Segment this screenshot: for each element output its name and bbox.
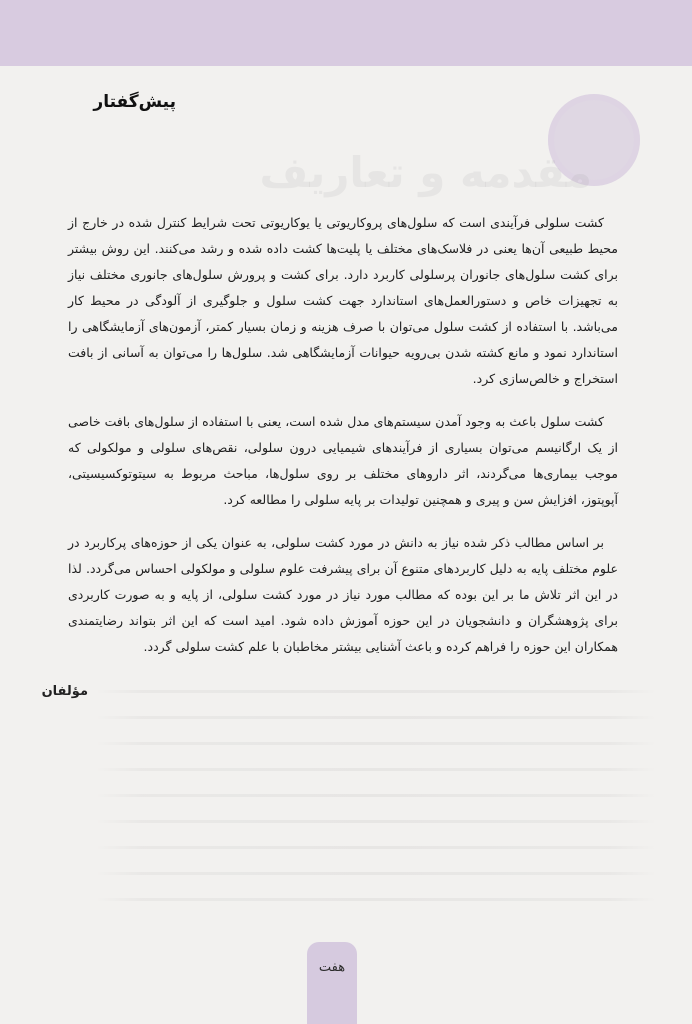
bleed-line: [96, 820, 656, 823]
paragraph-1: کشت سلولی فرآیندی است که سلول‌های پروکاریوتی یا یوکاریوتی تحت شرایط کنترل شده در خارج از محیط طبیعی آن‌ها یعنی در فلاسک‌های مختلف یا پلیت‌ها کشت داده شده و رشد می‌کنند. این روش بیشتر برای کشت سلول‌های جانوران پرسلولی کاربرد دارد. برای کشت و پرورش سلول‌های جانوری مختلف نیاز به تجهیزات خاص و دستورالعمل‌های استاندارد جهت کشت سلول و جلوگیری از آلودگی در محیط کار می‌باشد. با استفاده از کشت سلول می‌توان با صرف هزینه و زمان بسیار کمتر، آزمون‌های آزمایشگاهی را استاندارد نمود و مانع کشته شدن بی‌رویه حیوانات آزمایشگاهی شد. سلول‌ها را می‌توان به آسانی از بافت استخراج و خالص‌سازی کرد.: [68, 215, 618, 386]
top-color-band: [0, 0, 692, 66]
bleed-through-watermark-title: مقدمه و تعاریف: [259, 148, 592, 197]
bleed-line: [96, 846, 656, 849]
bleed-line: [96, 898, 656, 901]
bleed-line: [96, 768, 656, 771]
bleed-line: [96, 716, 656, 719]
paragraph-2: کشت سلول باعث به وجود آمدن سیستم‌های مدل شده است، یعنی با استفاده از سلول‌های بافت خاصی از یک ارگانیسم می‌توان بسیاری از فرآیندهای شیمیایی درون سلولی، نقص‌های سلولی و مولکولی که موجب بیماری‌ها می‌گردند، اثر داروهای مختلف بر روی سلول‌ها، مباحث مربوط به سیتوتوکسیسیتی، آپوپتوز، افزایش سن و پیری و همچنین تولیدات بر پایه سلولی را مطالعه کرد.: [68, 414, 618, 507]
bleed-through-text: [96, 690, 656, 930]
preface-body: [68, 210, 618, 677]
bleed-line: [96, 690, 656, 693]
page-number: هفت: [318, 960, 346, 975]
bleed-line: [96, 742, 656, 745]
page-number-tab: [307, 942, 357, 1024]
paragraph-3: بر اساس مطالب ذکر شده نیاز به دانش در مورد کشت سلولی، به عنوان یکی از حوزه‌های پرکاربرد در علوم مختلف پایه به دلیل کاربردهای متنوع آن برای پیشرفت علوم سلولی و مولکولی احساس می‌گردد. لذا در این اثر تلاش ما بر این بوده که مطالب مورد نیاز در مورد کشت سلولی، از پایه و به صورت کاربردی برای پژوهشگران و دانشجویان در این حوزه آموزش داده شود. امید است که این اثر بتواند رضایتمندی همکاران این حوزه را فراهم کرده و باعث آشنایی بیشتر مخاطبان با علم کشت سلولی گردد.: [68, 535, 618, 654]
page-title: پیش‌گفتار: [93, 92, 176, 112]
bleed-line: [96, 872, 656, 875]
bleed-line: [96, 794, 656, 797]
